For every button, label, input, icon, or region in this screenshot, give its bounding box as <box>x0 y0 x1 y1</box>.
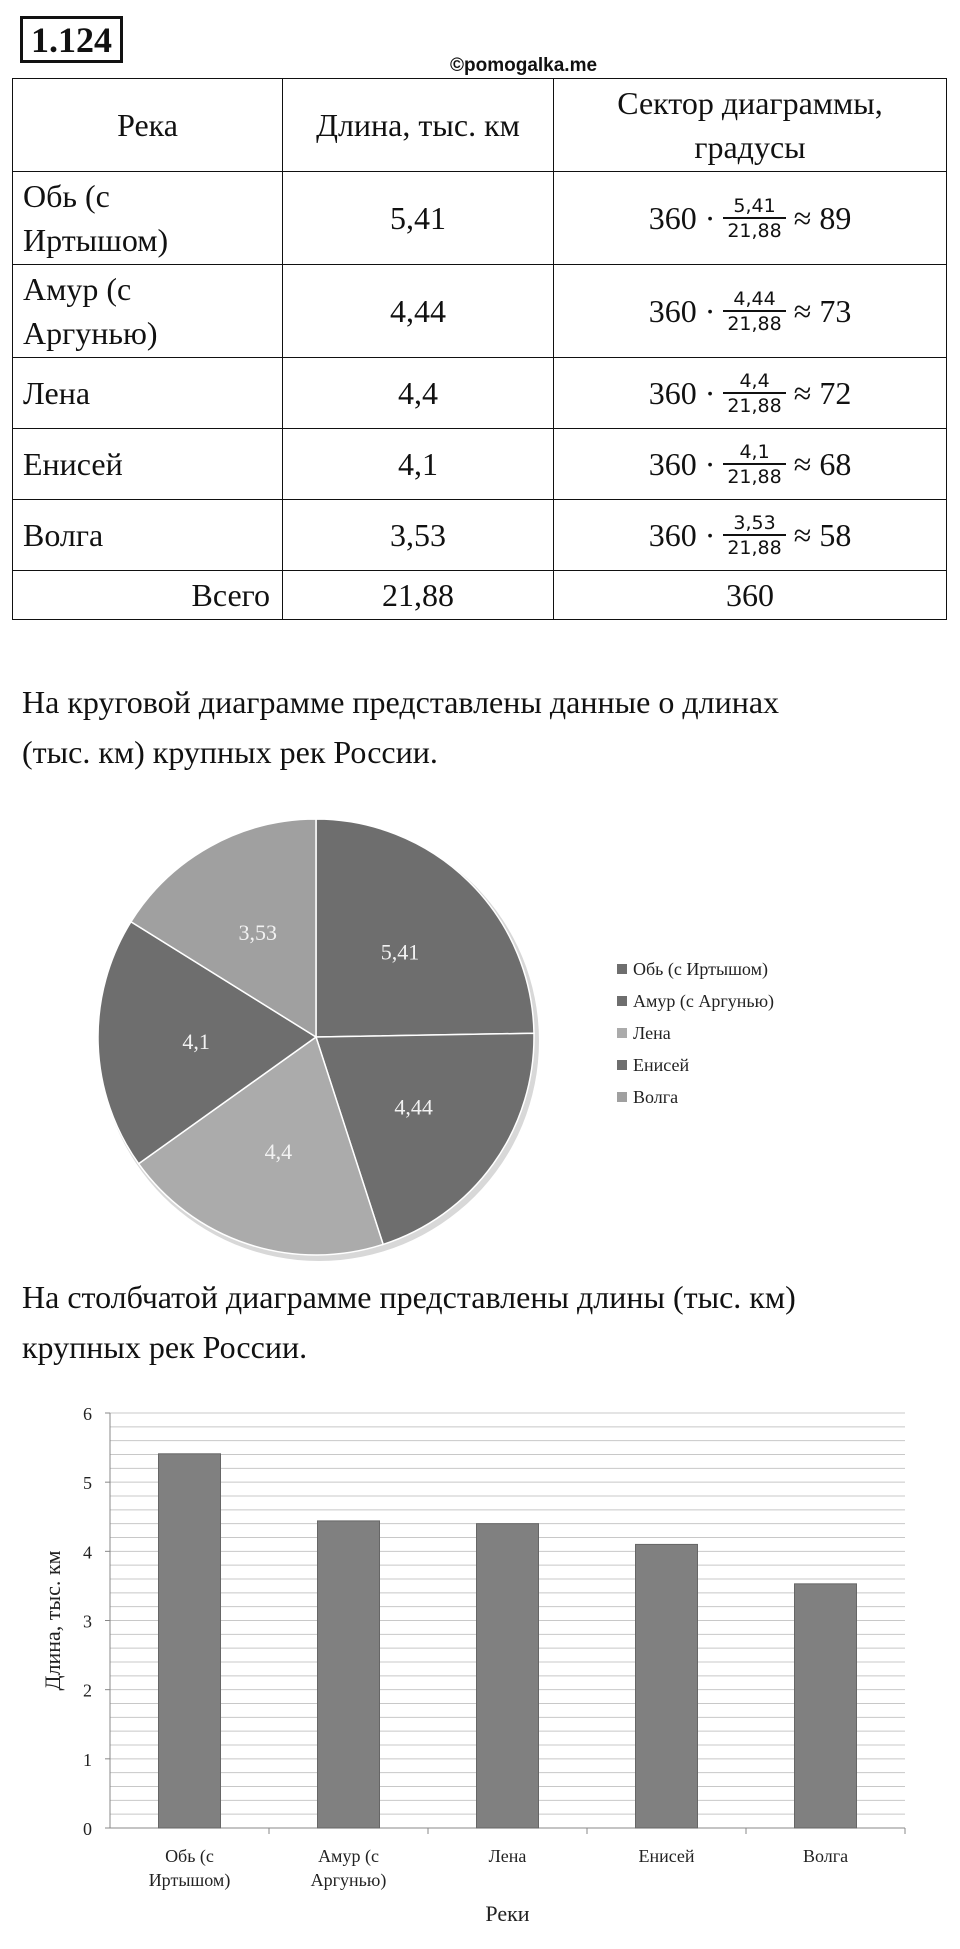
bar <box>318 1521 380 1828</box>
y-axis-label: Длина, тыс. км <box>40 1550 65 1691</box>
river-name-line1: Лена <box>23 375 91 411</box>
table-total-row <box>13 571 947 620</box>
bar <box>795 1584 857 1828</box>
fraction <box>723 288 785 335</box>
length-cell: 4,1 <box>283 429 554 500</box>
sector-cell <box>554 358 947 429</box>
total-length: 21,88 <box>283 571 554 620</box>
length-cell: 4,4 <box>283 358 554 429</box>
pie-intro-line2: (тыс. км) крупных рек России. <box>22 734 438 770</box>
table-header-row <box>13 79 947 172</box>
fraction <box>723 512 785 559</box>
x-tick-label: Иртышом) <box>148 1870 231 1890</box>
sector-prefix: 360 · <box>648 292 716 329</box>
fraction-denominator: 21,88 <box>723 463 785 488</box>
sector-result: ≈ 68 <box>793 445 852 482</box>
fraction <box>723 370 785 417</box>
fraction-denominator: 21,88 <box>723 534 785 559</box>
y-tick-label: 4 <box>83 1542 92 1563</box>
bar-intro-line1: На столбчатой диаграмме представлены длины (тыс. км) <box>22 1279 796 1315</box>
river-name-line1: Волга <box>23 517 104 553</box>
table-row <box>13 429 947 500</box>
y-tick-label: 6 <box>83 1404 92 1424</box>
legend-label: Лена <box>633 1023 671 1043</box>
sector-prefix: 360 · <box>648 199 716 236</box>
river-cell <box>13 172 283 265</box>
river-name-line1: Енисей <box>23 446 123 482</box>
legend-swatch <box>617 964 627 974</box>
bar <box>477 1524 539 1828</box>
watermark: ©pomogalka.me <box>450 55 598 76</box>
x-tick-label: Аргунью) <box>310 1870 387 1890</box>
sector-result: ≈ 73 <box>793 292 852 329</box>
pie-chart <box>0 790 960 1290</box>
pie-intro-line1: На круговой диаграмме представлены данные о длинах <box>22 684 780 720</box>
legend-swatch <box>617 996 627 1006</box>
sector-cell <box>554 172 947 265</box>
header-river: Река <box>13 79 283 172</box>
total-sector: 360 <box>554 571 947 620</box>
river-cell <box>13 500 283 571</box>
table-row <box>13 172 947 265</box>
sector-cell <box>554 429 947 500</box>
legend-label: Енисей <box>633 1055 690 1075</box>
river-table <box>12 78 947 620</box>
header-length: Длина, тыс. км <box>283 79 554 172</box>
x-axis-label: Реки <box>485 1901 530 1926</box>
river-cell <box>13 265 283 358</box>
bar-intro-text <box>22 1272 942 1372</box>
sector-cell <box>554 265 947 358</box>
fraction-numerator: 4,1 <box>739 440 770 463</box>
x-tick-label: Амур (с <box>318 1846 379 1866</box>
fraction-numerator: 4,4 <box>739 369 770 392</box>
legend-swatch <box>617 1060 627 1070</box>
sector-result: ≈ 58 <box>793 516 852 553</box>
river-name-line1: Амур (с <box>23 271 132 307</box>
legend-label: Обь (с Иртышом) <box>633 959 768 979</box>
y-tick-label: 0 <box>83 1819 92 1839</box>
y-tick-label: 3 <box>83 1611 92 1632</box>
legend-swatch <box>617 1092 627 1102</box>
sector-prefix: 360 · <box>648 374 716 411</box>
table-row <box>13 500 947 571</box>
river-name-line2: Иртышом) <box>23 222 169 258</box>
legend-label: Волга <box>633 1087 679 1107</box>
fraction-denominator: 21,88 <box>723 310 785 335</box>
fraction <box>723 441 785 488</box>
x-tick-label: Обь (с <box>165 1846 214 1866</box>
length-cell: 4,44 <box>283 265 554 358</box>
pie-data-label: 5,41 <box>380 939 420 965</box>
x-tick-label: Лена <box>488 1846 527 1866</box>
x-tick-label: Волга <box>802 1846 849 1866</box>
sector-result: ≈ 72 <box>793 374 852 411</box>
sector-result: ≈ 89 <box>793 199 852 236</box>
river-cell <box>13 429 283 500</box>
sector-prefix: 360 · <box>648 516 716 553</box>
fraction <box>723 195 785 242</box>
fraction-numerator: 5,41 <box>733 194 776 217</box>
river-name-line1: Обь (с <box>23 178 110 214</box>
y-tick-label: 1 <box>83 1749 92 1770</box>
fraction-numerator: 4,44 <box>733 287 776 310</box>
total-label: Всего <box>13 571 283 620</box>
table-row <box>13 265 947 358</box>
legend-swatch <box>617 1028 627 1038</box>
fraction-numerator: 3,53 <box>733 511 776 534</box>
pie-intro-text <box>22 677 942 777</box>
y-tick-label: 5 <box>83 1473 92 1494</box>
pie-data-label: 3,53 <box>238 920 278 946</box>
pie-data-label: 4,1 <box>182 1028 210 1054</box>
length-cell: 3,53 <box>283 500 554 571</box>
pie-slice <box>316 819 534 1037</box>
legend-label: Амур (с Аргунью) <box>633 991 775 1011</box>
fraction-denominator: 21,88 <box>723 217 785 242</box>
pie-data-label: 4,44 <box>394 1094 433 1120</box>
bar <box>636 1544 698 1828</box>
river-name-line2: Аргунью) <box>23 315 158 351</box>
length-cell: 5,41 <box>283 172 554 265</box>
header-sector <box>554 79 947 172</box>
y-tick-label: 2 <box>83 1680 92 1701</box>
river-cell <box>13 358 283 429</box>
sector-prefix: 360 · <box>648 445 716 482</box>
fraction-denominator: 21,88 <box>723 392 785 417</box>
x-tick-label: Енисей <box>638 1846 695 1866</box>
pie-data-label: 4,4 <box>264 1138 293 1164</box>
problem-number: 1.124 <box>20 16 123 63</box>
bar <box>159 1454 221 1828</box>
bar-chart <box>0 1385 960 1949</box>
sector-cell <box>554 500 947 571</box>
bar-intro-line2: крупных рек России. <box>22 1329 308 1365</box>
header-sector-text: Сектор диаграммы, градусы <box>617 85 883 165</box>
table-row <box>13 358 947 429</box>
